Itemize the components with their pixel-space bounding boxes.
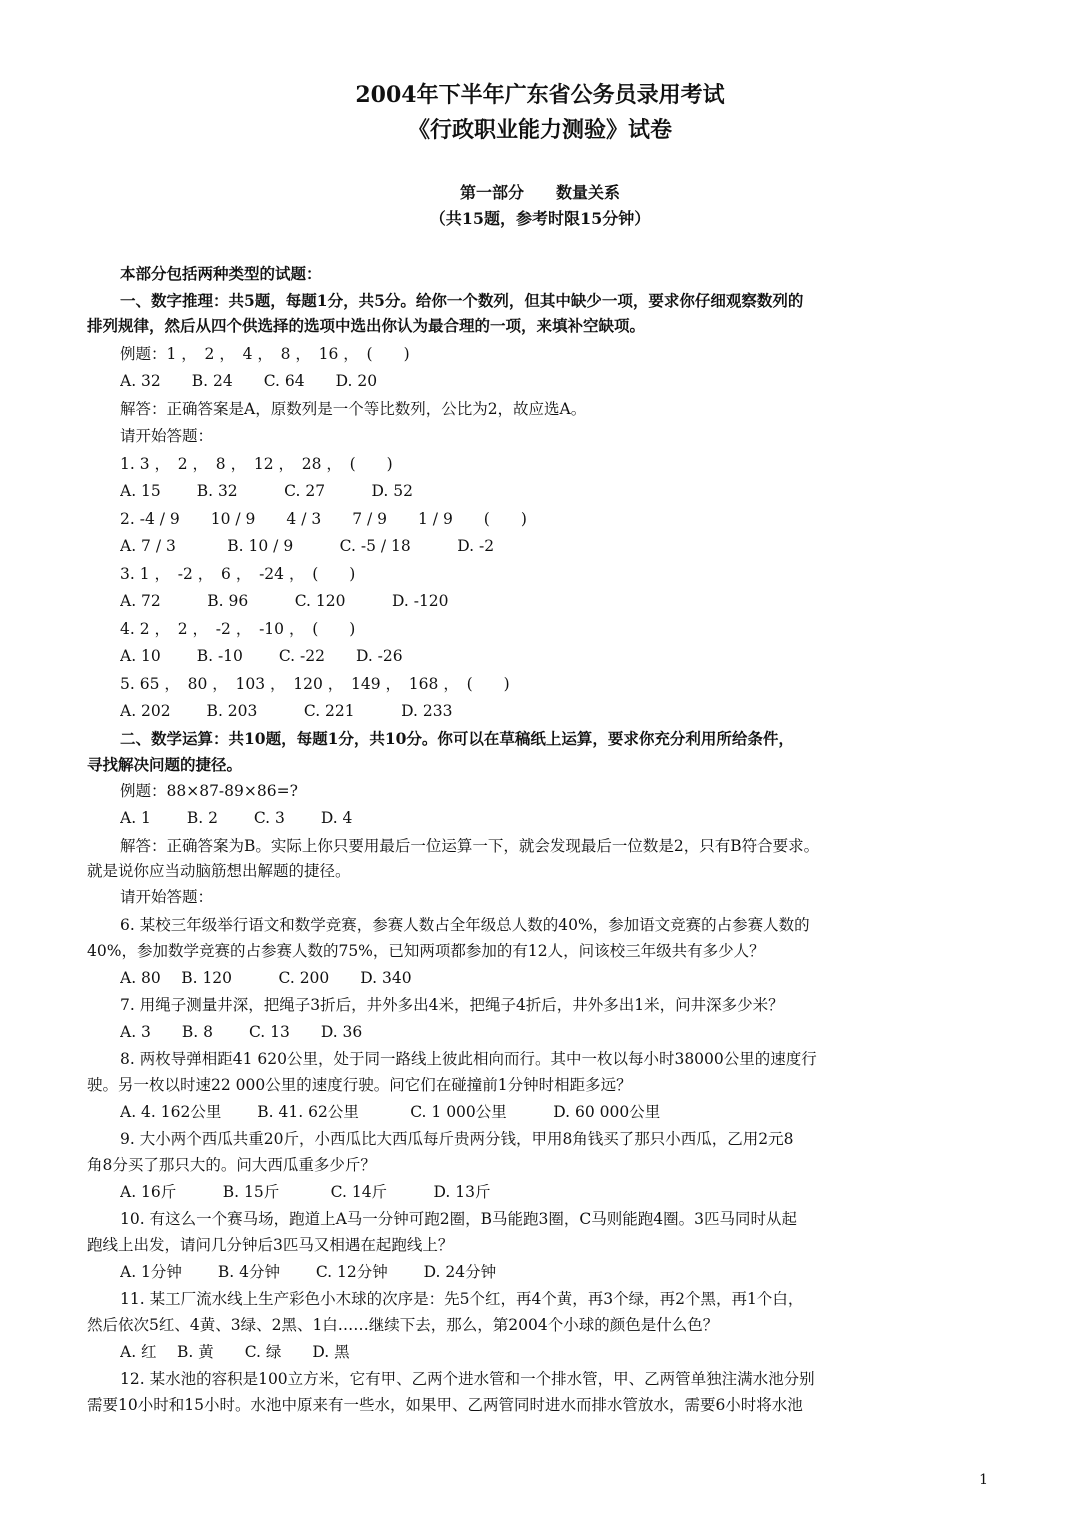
question-line: 角8分买了那只大的。问大西瓜重多少斤？	[87, 1156, 376, 1174]
options-line: A. 1分钟 B. 4分钟 C. 12分钟 D. 24分钟	[120, 1263, 497, 1281]
example-answer: 解答：正确答案是A，原数列是一个等比数列，公比为2，故应选A。	[120, 400, 587, 418]
example-question: 例题：88×87-89×86=?	[120, 782, 298, 800]
instruction-line: 一、数字推理：共5题，每题1分，共5分。给你一个数列，但其中缺少一项，要求你仔细观察数列的	[120, 291, 804, 310]
question-line: 11. 某工厂流水线上生产彩色小木球的次序是：先5个红，再4个黄，再3个绿，再2个黑，再1个白，	[120, 1290, 804, 1308]
options-line: A. 15 B. 32 C. 27 D. 52	[120, 482, 414, 500]
example-answer: 解答：正确答案为B。实际上你只要用最后一位运算一下，就会发现最后一位数是2，只有B符合要求。	[120, 837, 820, 855]
question-line: 8. 两枚导弹相距41 620公里，处于同一路线上彼此相向而行。其中一枚以每小时38000公里的速度行	[120, 1050, 817, 1068]
options-line: A. 10 B. -10 C. -22 D. -26	[120, 647, 403, 665]
question-line: 6. 某校三年级举行语文和数学竞赛，参赛人数占全年级总人数的40%，参加语文竞赛的占参赛人数的	[120, 916, 810, 934]
start-prompt: 请开始答题：	[120, 427, 214, 445]
instruction-line: 寻找解决问题的捷径。	[87, 755, 243, 774]
options-line: A. 7 / 3 B. 10 / 9 C. -5 / 18 D. -2	[120, 537, 495, 555]
question-line: 3. 1 ， -2 ， 6 ， -24 ， ( )	[120, 565, 356, 583]
options-line: A. 红 B. 黄 C. 绿 D. 黑	[120, 1343, 350, 1361]
question-line: 然后依次5红、4黄、3绿、2黑、1白……继续下去，那么，第2004个小球的颜色是什么色？	[87, 1316, 719, 1334]
start-prompt: 请开始答题：	[120, 888, 214, 906]
intro-line: 本部分包括两种类型的试题：	[120, 264, 322, 283]
question-line: 2. -4 / 9 10 / 9 4 / 3 7 / 9 1 / 9 ( )	[120, 510, 527, 528]
question-line: 4. 2 ， 2 ， -2 ， -10 ， ( )	[120, 620, 356, 638]
page-number: 1	[979, 1472, 988, 1488]
question-line: 10. 有这么一个赛马场，跑道上A马一分钟可跑2圈，B马能跑3圈，C马则能跑4圈。3匹马同时从起	[120, 1210, 797, 1228]
options-line: A. 80 B. 120 C. 200 D. 340	[120, 969, 412, 987]
example-options: A. 1 B. 2 C. 3 D. 4	[120, 809, 353, 827]
options-line: A. 3 B. 8 C. 13 D. 36	[120, 1023, 363, 1041]
question-line: 需要10小时和15小时。水池中原来有一些水，如果甲、乙两管同时进水而排水管放水，需要6小时将水池	[87, 1396, 803, 1414]
question-line: 7. 用绳子测量井深，把绳子3折后，井外多出4米，把绳子4折后，井外多出1米，问井深多少米？	[120, 996, 784, 1014]
options-line: A. 72 B. 96 C. 120 D. -120	[120, 592, 449, 610]
instruction-line: 排列规律，然后从四个供选择的选项中选出你认为最合理的一项，来填补空缺项。	[87, 316, 646, 335]
options-line: A. 16斤 B. 15斤 C. 14斤 D. 13斤	[120, 1183, 491, 1201]
question-line: 12. 某水池的容积是100立方米，它有甲、乙两个进水管和一个排水管，甲、乙两管单独注满水池分别	[120, 1370, 815, 1388]
question-line: 跑线上出发，请问几分钟后3匹马又相遇在起跑线上？	[87, 1236, 454, 1254]
exam-title-line-1: 2004年下半年广东省公务员录用考试	[355, 82, 725, 108]
section-note: （共15题，参考时限15分钟）	[429, 209, 651, 228]
section-heading: 第一部分 数量关系	[459, 183, 620, 202]
options-line: A. 202 B. 203 C. 221 D. 233	[120, 702, 453, 720]
question-line: 40%，参加数学竞赛的占参赛人数的75%，已知两项都参加的有12人，问该校三年级共有多少人？	[87, 942, 765, 960]
question-line: 驶。另一枚以时速22 000公里的速度行驶。问它们在碰撞前1分钟时相距多远？	[87, 1076, 632, 1094]
exam-title-line-2: 《行政职业能力测验》试卷	[407, 117, 672, 143]
example-options: A. 32 B. 24 C. 64 D. 20	[120, 372, 378, 390]
instruction-line: 二、数学运算：共10题，每题1分，共10分。你可以在草稿纸上运算，要求你充分利用所给条件，	[120, 729, 794, 748]
options-line: A. 4. 162公里 B. 41. 62公里 C. 1 000公里 D. 60 000公里	[120, 1103, 661, 1121]
example-answer: 就是说你应当动脑筋想出解题的捷径。	[87, 862, 351, 880]
question-line: 9. 大小两个西瓜共重20斤，小西瓜比大西瓜每斤贵两分钱，甲用8角钱买了那只小西瓜，乙用2元8	[120, 1130, 794, 1148]
question-line: 5. 65 ， 80 ， 103 ， 120 ， 149 ， 168 ， ( )	[120, 675, 510, 693]
question-line: 1. 3 ， 2 ， 8 ， 12 ， 28 ， ( )	[120, 455, 393, 473]
example-question: 例题：1 ， 2 ， 4 ， 8 ， 16 ， ( )	[120, 345, 410, 363]
